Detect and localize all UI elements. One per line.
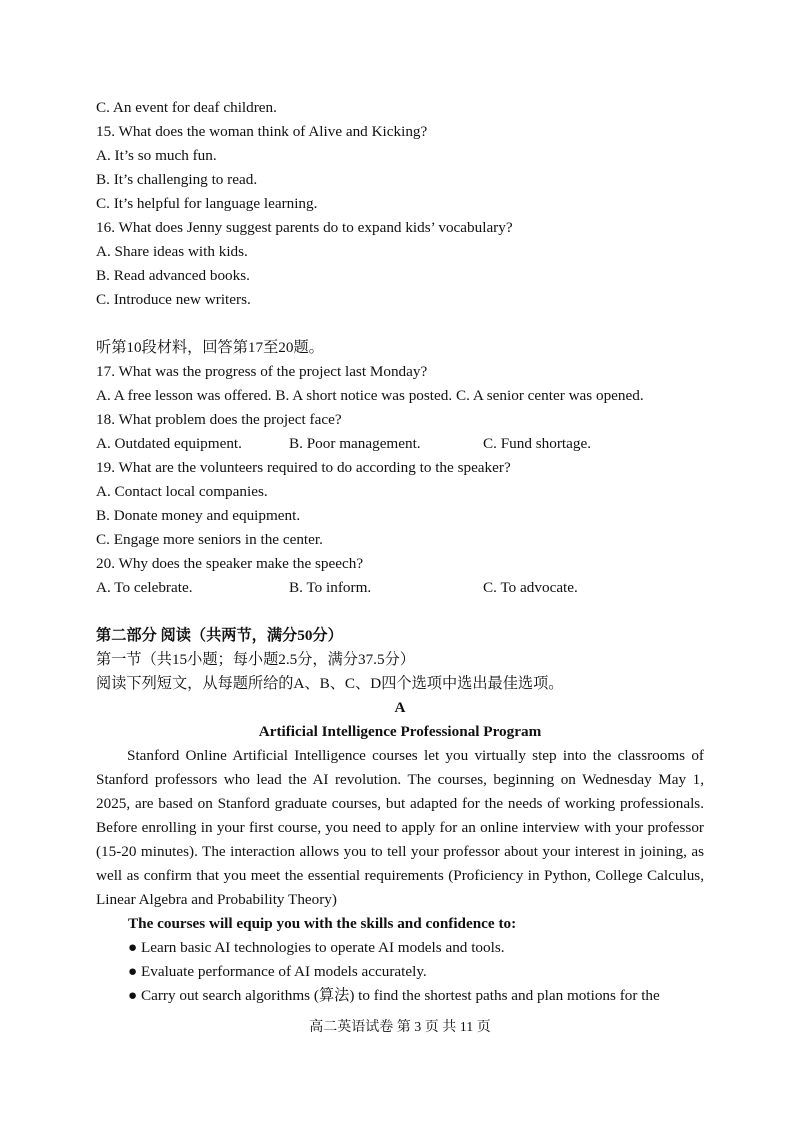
q20-option-c: C. To advocate.: [483, 579, 578, 596]
part2-heading: 第二部分 阅读（共两节，满分50分）: [96, 627, 343, 644]
q16-option-b: B. Read advanced books.: [96, 267, 250, 284]
q17-option-c: C. A senior center was opened.: [455, 387, 644, 404]
q15-option-a: A. It’s so much fun.: [96, 147, 217, 164]
passage-letter: A: [394, 699, 406, 716]
q20-question: 20. Why does the speaker make the speech?: [96, 555, 364, 572]
q17-option-a: A. A free lesson was offered.: [96, 387, 272, 404]
skills-heading: The courses will equip you with the skills and confidence to:: [128, 915, 517, 932]
q19-option-b: B. Donate money and equipment.: [96, 507, 301, 524]
q19-option-c: C. Engage more seniors in the center.: [96, 531, 323, 548]
q14-option-c: C. An event for deaf children.: [96, 99, 277, 116]
q18-question: 18. What problem does the project face?: [96, 411, 342, 428]
q17-option-b: B. A short notice was posted.: [275, 387, 453, 404]
q15-option-b: B. It’s challenging to read.: [96, 171, 258, 188]
skill-bullet-1: ● Learn basic AI technologies to operate AI models and tools.: [128, 939, 505, 956]
q20-option-a: A. To celebrate.: [96, 579, 193, 596]
q20-options: [96, 578, 578, 598]
part2-instruction: 阅读下列短文，从每题所给的A、B、C、D四个选项中选出最佳选项。: [96, 675, 564, 692]
q17-question: 17. What was the progress of the project last Monday?: [96, 363, 428, 380]
q16-question: 16. What does Jenny suggest parents do to expand kids’ vocabulary?: [96, 219, 513, 236]
q15-option-c: C. It’s helpful for language learning.: [96, 195, 318, 212]
passage-title: Artificial Intelligence Professional Program: [258, 723, 542, 740]
q18-option-a: A. Outdated equipment.: [96, 435, 242, 452]
part2-section1: 第一节（共15小题；每小题2.5分，满分37.5分）: [96, 651, 415, 668]
q16-option-c: C. Introduce new writers.: [96, 291, 251, 308]
q15-question: 15. What does the woman think of Alive and Kicking?: [96, 123, 428, 140]
page-footer: 高二英语试卷 第 3 页 共 11 页: [309, 1020, 491, 1035]
q18-option-b: B. Poor management.: [289, 435, 421, 452]
skill-bullet-3: ● Carry out search algorithms (算法) to find the shortest paths and plan motions for the: [128, 987, 660, 1004]
q16-option-a: A. Share ideas with kids.: [96, 243, 248, 260]
q18-option-c: C. Fund shortage.: [483, 435, 591, 452]
skill-bullet-2: ● Evaluate performance of AI models accurately.: [128, 963, 427, 980]
q19-option-a: A. Contact local companies.: [96, 483, 268, 500]
q18-options: [96, 434, 591, 454]
q20-option-b: B. To inform.: [289, 579, 372, 596]
q19-question: 19. What are the volunteers required to do according to the speaker?: [96, 459, 511, 476]
section10-instruction: 听第10段材料，回答第17至20题。: [96, 339, 324, 356]
q17-options: [96, 386, 644, 406]
passage-paragraph: Stanford Online Artificial Intelligence courses let you virtually step into the classrooms of Stanford professors who lead the AI revolution. The courses, beginning on Wednesday May 1, 2025, are based on Stanford graduate courses, but adapted for the needs of working professionals. Before enrolling in your first course, you need to apply for an online interview with your professor (15-20 minutes). The interaction allows you to tell your professor about your interest in joining, as well as confirm that you meet the essential requirements (Proficiency in Python, College Calculus, Linear Algebra and Probability Theory): [96, 747, 704, 908]
